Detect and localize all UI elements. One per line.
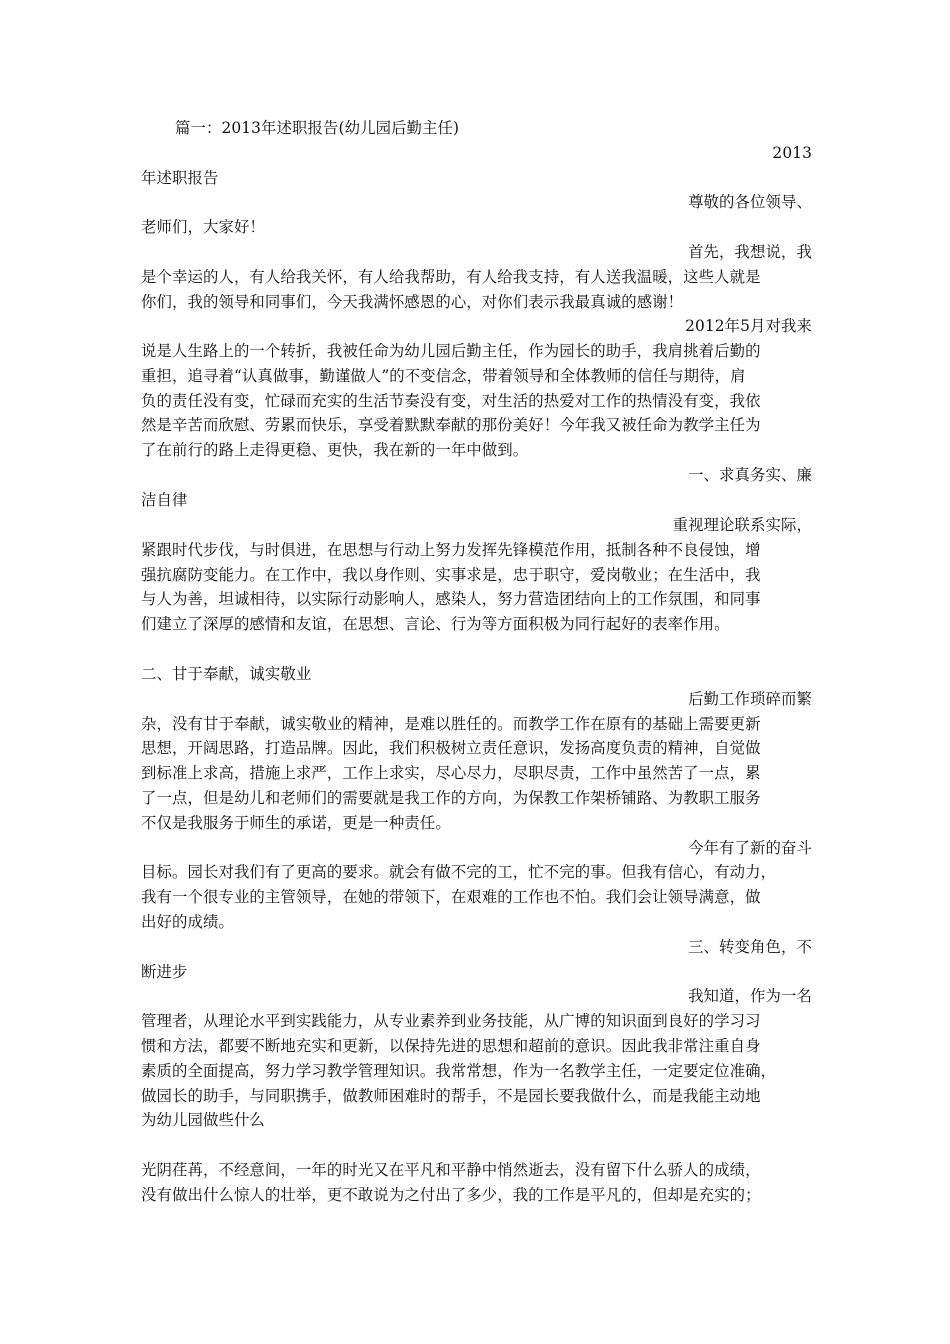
text-line: 没有做出什么惊人的壮举，更不敢说为之付出了多少，我的工作是平凡的，但却是充实的；: [141, 1186, 761, 1204]
text-line: 杂，没有甘于奉献，诚实敬业的精神，是难以胜任的。而教学工作在原有的基础上需要更新: [141, 715, 761, 733]
text-line: 是个幸运的人，有人给我关怀，有人给我帮助，有人给我支持，有人送我温暖，这些人就是: [141, 268, 761, 286]
section-heading: 一、求真务实、廉: [688, 466, 812, 484]
section-heading: 断进步: [141, 963, 188, 981]
text-line: 2013: [772, 144, 812, 162]
text-line: 2012年5月对我来: [685, 317, 812, 335]
text-line: 说是人生路上的一个转折，我被任命为幼儿园后勤主任，作为园长的助手，我肩挑着后勤的: [141, 342, 761, 360]
text-line: 首先，我想说，我: [688, 243, 812, 261]
text-line: 年述职报告: [141, 169, 219, 187]
text-line: 后勤工作琐碎而繁: [688, 690, 812, 708]
text-line: 你们，我的领导和同事们，今天我满怀感恩的心，对你们表示我最真诚的感谢！: [141, 293, 684, 311]
document-title: 篇一：2013年述职报告(幼儿园后勤主任): [175, 119, 460, 137]
text-line: 我知道，作为一名: [688, 987, 812, 1005]
text-line: 出好的成绩。: [141, 913, 234, 931]
text-line: 思想，开阔思路，打造品牌。因此，我们积极树立责任意识，发扬高度负责的精神，自觉做: [141, 739, 761, 757]
text-line: 光阴荏苒，不经意间，一年的时光又在平凡和平静中悄然逝去，没有留下什么骄人的成绩，: [141, 1161, 761, 1179]
text-line: 目标。园长对我们有了更高的要求。就会有做不完的工，忙不完的事。但我有信心，有动力，: [141, 863, 777, 881]
section-heading: 洁自律: [141, 491, 188, 509]
text-line: 强抗腐防变能力。在工作中，我以身作则、实事求是，忠于职守，爱岗敬业；在生活中，我: [141, 566, 761, 584]
text-line: 素质的全面提高，努力学习教学管理知识。我常常想，作为一名教学主任，一定要定位准确，: [141, 1062, 777, 1080]
text-line: 尊敬的各位领导、: [688, 193, 812, 211]
text-line: 然是辛苦而欣慰、劳累而快乐，享受着默默奉献的那份美好！今年我又被任命为教学主任为: [141, 416, 761, 434]
text-line: 我有一个很专业的主管领导，在她的带领下，在艰难的工作也不怕。我们会让领导满意，做: [141, 888, 761, 906]
text-line: 管理者，从理论水平到实践能力，从专业素养到业务技能，从广博的知识面到良好的学习习: [141, 1012, 761, 1030]
text-line: 与人为善，坦诚相待，以实际行动影响人，感染人，努力营造团结向上的工作氛围，和同事: [141, 590, 761, 608]
section-heading: 二、甘于奉献，诚实敬业: [141, 665, 312, 683]
text-line: 不仅是我服务于师生的承诺，更是一种责任。: [141, 814, 451, 832]
text-line: 为幼儿园做些什么: [141, 1111, 265, 1129]
text-line: 重视理论联系实际，: [672, 516, 812, 534]
text-line: 做园长的助手，与同职携手，做教师困难时的帮手，不是园长要我做什么，而是我能主动地: [141, 1087, 761, 1105]
text-line: 惯和方法，都要不断地充实和更新，以保持先进的思想和超前的意识。因此我非常注重自身: [141, 1037, 761, 1055]
text-line: 了一点，但是幼儿和老师们的需要就是我工作的方向，为保教工作架桥铺路、为教职工服务: [141, 789, 761, 807]
text-line: 了在前行的路上走得更稳、更快，我在新的一年中做到。: [141, 441, 529, 459]
text-line: 到标准上求高，措施上求严，工作上求实，尽心尽力，尽职尽责，工作中虽然苦了一点，累: [141, 764, 761, 782]
text-line: 负的责任没有变，忙碌而充实的生活节奏没有变，对生活的热爱对工作的热情没有变，我依: [141, 392, 761, 410]
text-line: 重担，追寻着“认真做事，勤谨做人”的不变信念，带着领导和全体教师的信任与期待，肩: [141, 367, 746, 385]
text-line: 紧跟时代步伐，与时俱进，在思想与行动上努力发挥先锋模范作用，抵制各种不良侵蚀，增: [141, 541, 761, 559]
text-line: 今年有了新的奋斗: [688, 839, 812, 857]
section-heading: 三、转变角色，不: [688, 938, 812, 956]
text-line: 们建立了深厚的感情和友谊，在思想、言论、行为等方面积极为同行起好的表率作用。: [141, 615, 730, 633]
text-line: 老师们，大家好！: [141, 218, 265, 236]
